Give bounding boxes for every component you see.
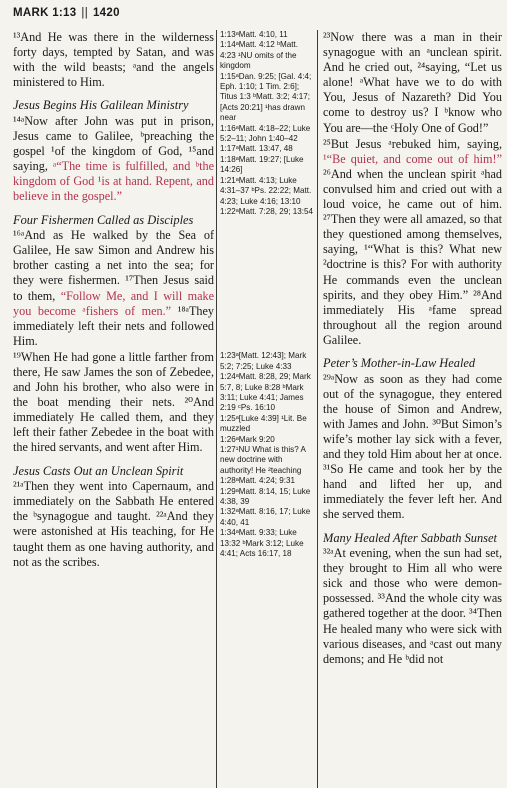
cross-reference-entry: 1:34ᵃMatt. 9:33; Luke 13:32 ᵇMark 3:12; Luke 4:41; Acts 16:17, 18 — [220, 528, 304, 559]
reference-group — [220, 351, 313, 559]
text-column-right — [323, 30, 502, 668]
section-heading: Peter’s Mother-in-Law Healed — [323, 355, 476, 370]
header-divider: || — [81, 7, 88, 19]
cross-reference-entry: 1:18ᵃMatt. 19:27; [Luke 14:26] — [220, 154, 304, 175]
cross-reference-entry: 1:15ᵃDan. 9:25; [Gal. 4:4; Eph. 1:10; 1 Tim. 2:6]; Titus 1:3 ᵇMatt. 3:2; 4:17; [Acts 20:21] ¹has drawn near — [220, 71, 312, 123]
words-of-jesus: “Follow Me, and I will make you become ᵃfishers of men.” — [13, 288, 214, 318]
cross-reference-entry: 1:29ᵃMatt. 8:14, 15; Luke 4:38, 39 — [220, 486, 311, 506]
section-heading: Jesus Begins His Galilean Ministry — [13, 98, 189, 113]
cross-reference-column — [220, 30, 313, 788]
verse-text: ²⁵But Jesus ᵃrebuked him, saying, — [323, 136, 502, 151]
verse-paragraph: ³²ᵃAt evening, when the sun had set, they brought to Him all who were sick and those who were demon-possessed. ³³And the whole city was gathered together at the door. ³⁴Then He healed many who were sick with various diseases, and ᵃcast out many demons; and He ᵇdid not — [323, 546, 502, 666]
verse-paragraph — [323, 30, 502, 136]
text-column-left — [13, 30, 214, 571]
cross-reference-entry: 1:28ᵃMatt. 4:24; 9:31 — [220, 476, 296, 486]
section-heading: Many Healed After Sabbath Sunset — [323, 530, 497, 545]
verse-text: ¹⁸ᵃThey immediately left their nets and followed Him. — [13, 303, 214, 348]
reference-group — [220, 30, 313, 217]
reference-spacer — [220, 217, 313, 351]
cross-reference-entry: 1:24ᵃMatt. 8:28, 29; Mark 5:7, 8; Luke 8:28 ᵇMark 3:11; Luke 4:41; James 2:19 ᶜPs. 16:10 — [220, 372, 311, 413]
cross-reference-entry: 1:32ᵃMatt. 8:16, 17; Luke 4:40, 41 — [220, 507, 311, 527]
verse-paragraph — [323, 137, 502, 348]
words-of-jesus: ᵃ“The time is fulfilled, and ᵇthe kingdom of God ¹is at hand. Repent, and believe in the gospel.” — [13, 159, 214, 204]
cross-reference-entry: 1:17ᵃMatt. 13:47, 48 — [220, 144, 293, 154]
verse-text: ¹⁴ᵃNow after John was put in prison, Jesus came to Galilee, ᵇpreaching the gospel ¹of the kingdom of God, ¹⁵and saying, — [13, 113, 214, 174]
section-heading: Four Fishermen Called as Disciples — [13, 212, 194, 227]
verse-text: ²⁶And when the unclean spirit ᵃhad convulsed him and cried out with a loud voice, he came out of him. ²⁷Then they were all amazed, so that they questioned among themselves, saying, ¹“What is this? What new ²doctrine is this? For with authority He commands even the unclean spirits, and they obey Him.” ²⁸And immediately His ᵃfame spread throughout all the region around Galilee. — [323, 166, 502, 347]
words-of-jesus: ¹“Be quiet, and come out of him!” — [323, 151, 502, 166]
verse-paragraph: ¹³And He was there in the wilderness forty days, tempted by Satan, and was with the wild beasts; ᵃand the angels ministered to Him. — [13, 30, 214, 90]
section-heading: Jesus Casts Out an Unclean Spirit — [13, 463, 184, 478]
cross-reference-entry: 1:16ᵃMatt. 4:18–22; Luke 5:2–11; John 1:40–42 — [220, 123, 311, 144]
page-number: 1420 — [92, 7, 120, 19]
verse-text: ¹⁶ᵃAnd as He walked by the Sea of Galilee, He saw Simon and Andrew his brother casting a net into the sea; for they were fishermen. ¹⁷Then Jesus said to them, — [13, 228, 214, 303]
cross-reference-entry: 1:13ᵃMatt. 4:10, 11 — [220, 30, 288, 39]
cross-reference-entry: 1:22ᵃMatt. 7:28, 29; 13:54 — [220, 206, 313, 216]
verse-paragraph: ²¹ᵃThen they went into Capernaum, and immediately on the Sabbath He entered the ᵇsynagogue and taught. ²²ᵃAnd they were astonished at His teaching, for He taught them as one having authority, and not as the scribes. — [13, 479, 214, 569]
verse-paragraph: ¹⁹When He had gone a little farther from there, He saw James the son of Zebedee, and John his brother, who also were in the boat mending their nets. ²⁰And immediately He called them, and they left their father Zebedee in the boat with the hired servants, and went after Him. — [13, 349, 214, 455]
cross-reference-entry: 1:14ᵃMatt. 4:12 ᵇMatt. 4:23 ¹NU omits of the kingdom — [220, 40, 299, 71]
page-header — [13, 7, 120, 19]
book-chapter-verse: MARK 1:13 — [13, 7, 77, 19]
verse-paragraph — [13, 114, 214, 205]
cross-reference-entry: 1:26ᵃMark 9:20 — [220, 434, 275, 444]
column-rule-right — [317, 30, 318, 788]
verse-paragraph — [13, 228, 214, 349]
cross-reference-entry: 1:25ᵃ[Luke 4:39] ¹Lit. Be muzzled — [220, 413, 307, 434]
verse-text: ²³Now there was a man in their synagogue with an ᵃunclean spirit. And he cried out, ²⁴saying, “Let us alone! ᵃWhat have we to do with You, Jesus of Nazareth? Did You come to destroy us? I ᵇknow who You are—the ᶜHoly One of God!” — [323, 30, 502, 135]
verse-paragraph: ²⁹ᵃNow as soon as they had come out of the synagogue, they entered the house of Simon and Andrew, with James and John. ³⁰But Simon’s wife’s mother lay sick with a fever, and they told Him about her at once. ³¹So He came and took her by the hand and lifted her up, and immediately the fever left her. And she served them. — [323, 371, 502, 522]
cross-reference-entry: 1:27¹NU What is this? A new doctrine with authority! He ²teaching — [220, 444, 306, 475]
column-rule-left — [216, 30, 217, 788]
cross-reference-entry: 1:21ᵃMatt. 4:13; Luke 4:31–37 ᵇPs. 22:22; Matt. 4:23; Luke 4:16; 13:10 — [220, 175, 312, 206]
cross-reference-entry: 1:23ᵃ[Matt. 12:43]; Mark 5:2; 7:25; Luke 4:33 — [220, 351, 307, 371]
